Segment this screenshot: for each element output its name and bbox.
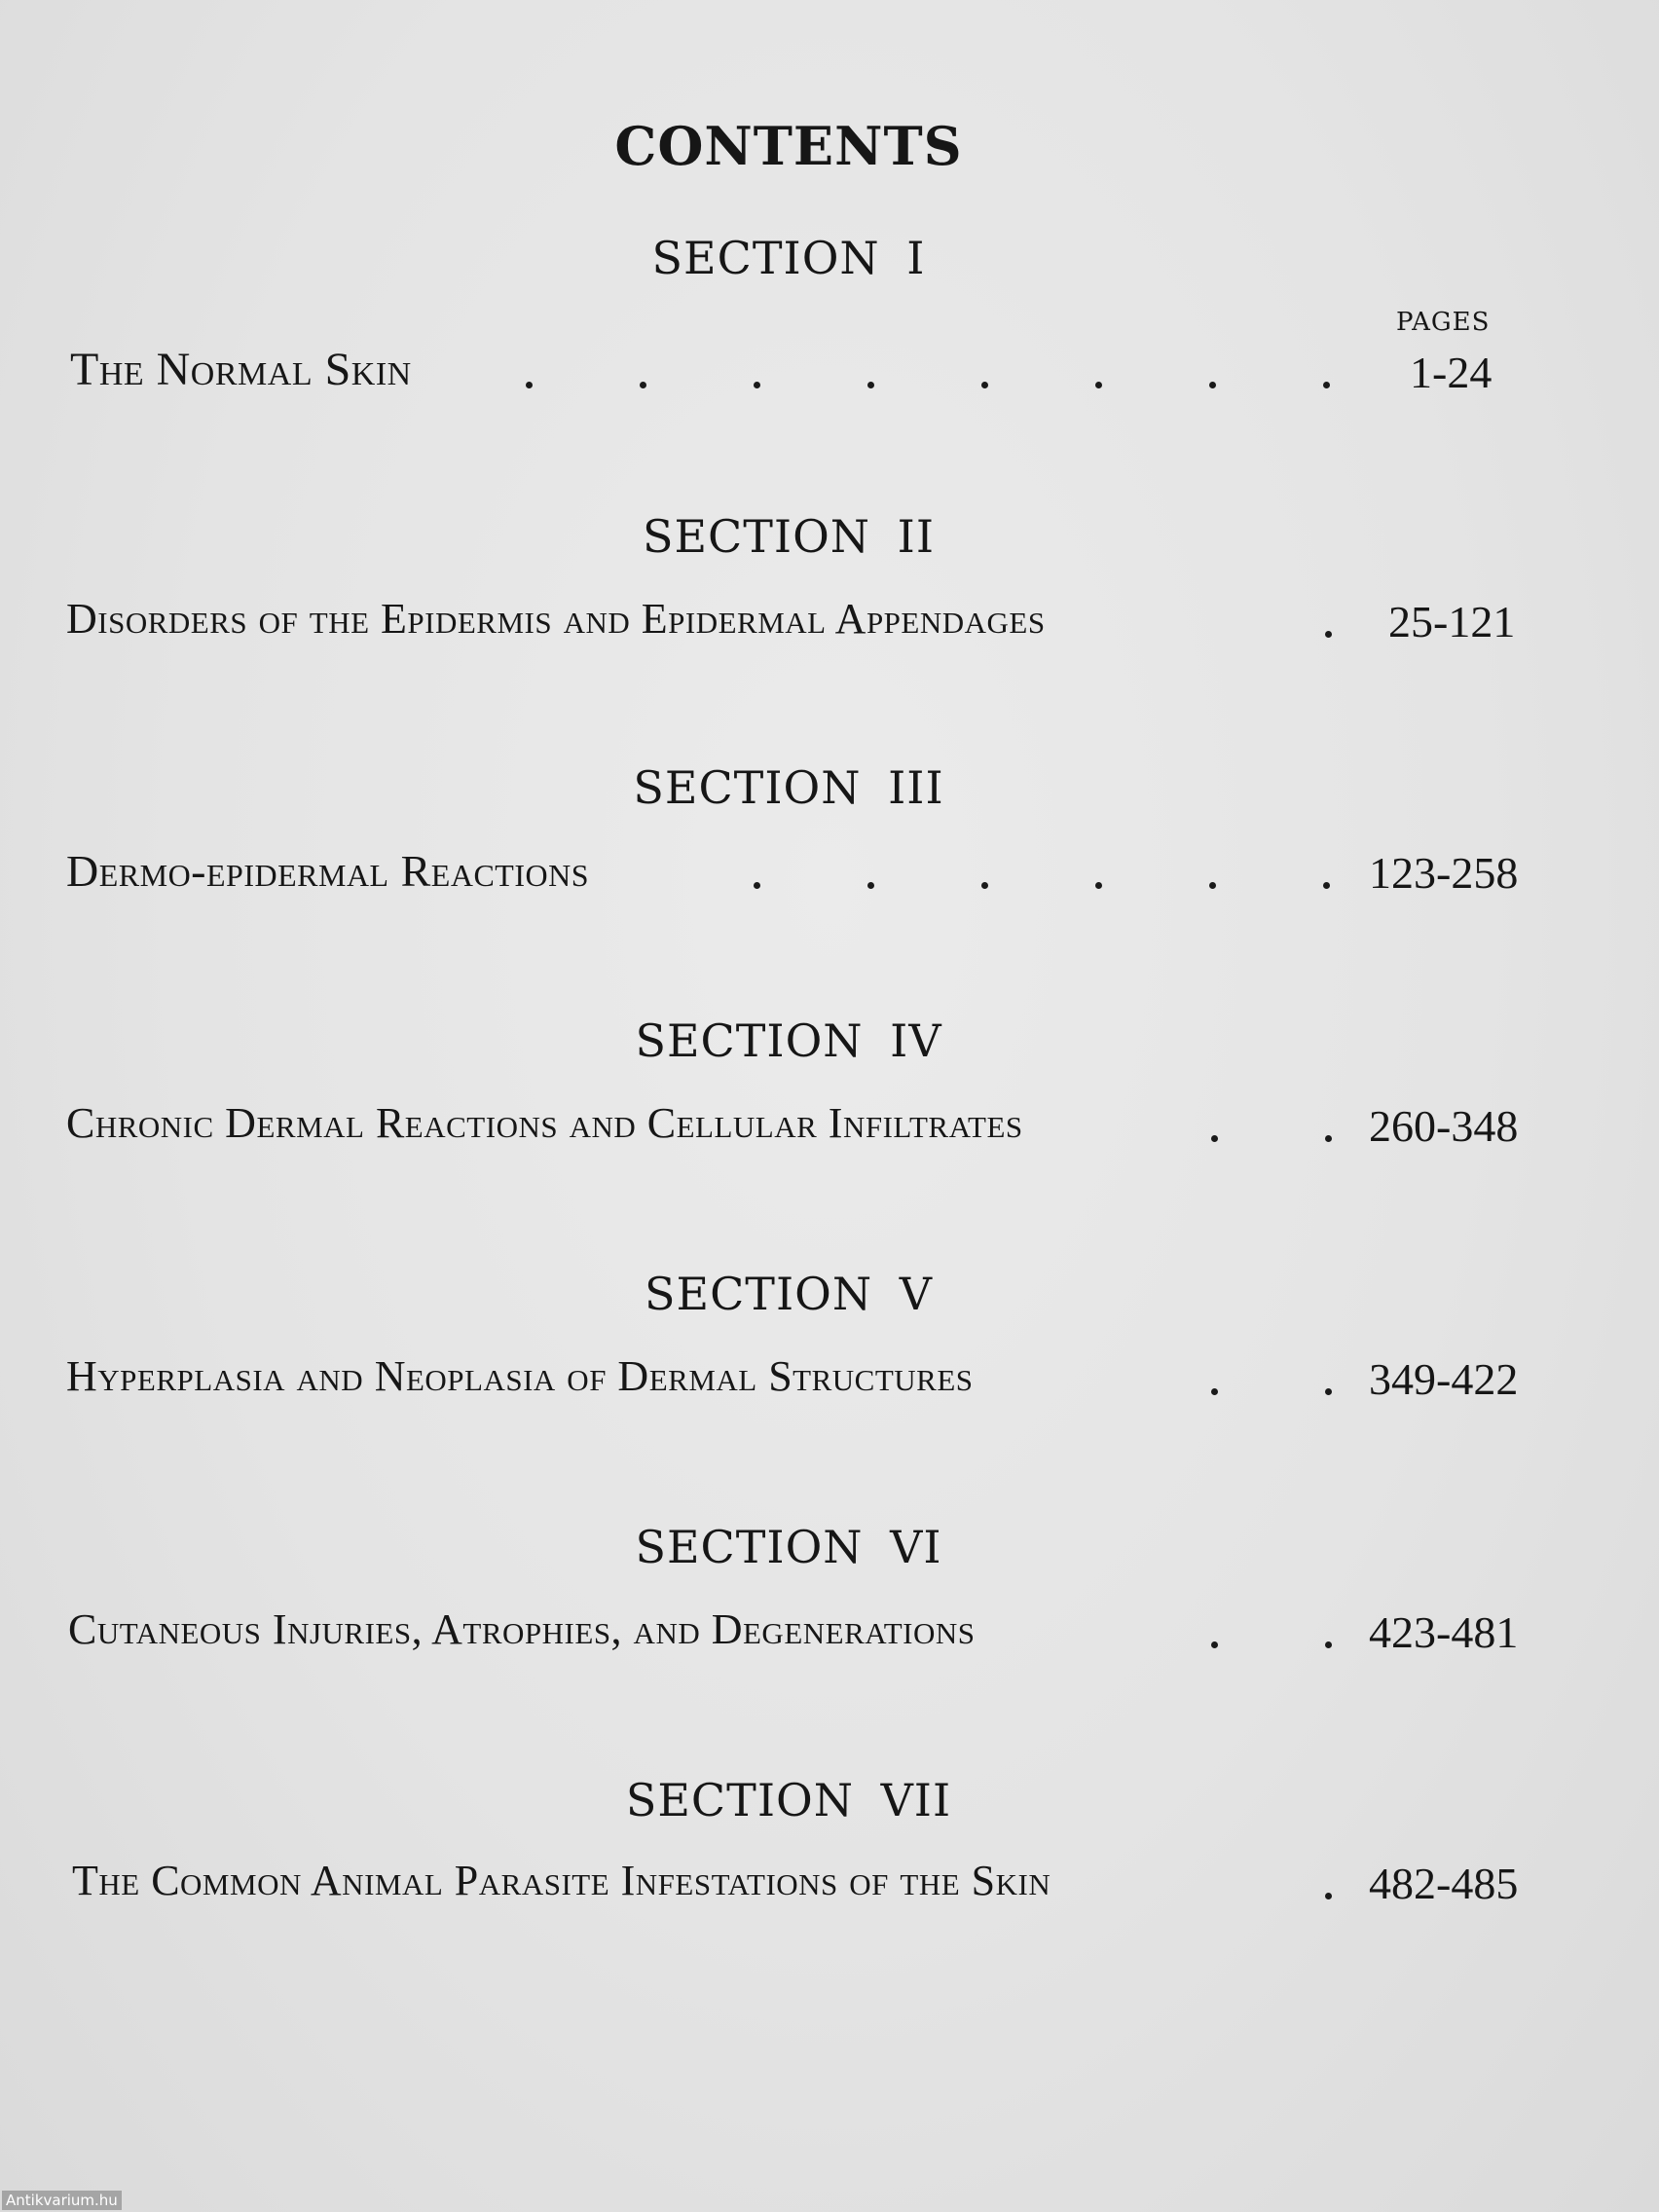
watermark: Antikvarium.hu bbox=[2, 2191, 122, 2210]
entry-title-3: Dermo-epidermal Reactions bbox=[66, 846, 590, 896]
entry-pages-4: 260-348 bbox=[1369, 1101, 1519, 1151]
entry-pages-3: 123-258 bbox=[1369, 848, 1519, 898]
leader-dot bbox=[754, 382, 760, 388]
leader-dot bbox=[1325, 1641, 1332, 1648]
entry-pages-2: 25-121 bbox=[1388, 597, 1516, 646]
entry-pages-6: 423-481 bbox=[1369, 1607, 1519, 1657]
leader-dot bbox=[1209, 882, 1216, 889]
leader-dot bbox=[1325, 1135, 1332, 1142]
section-heading-6: SECTION VI bbox=[635, 1521, 942, 1573]
leader-dot bbox=[867, 882, 874, 889]
section-heading-1: SECTION I bbox=[651, 232, 926, 284]
leader-dot bbox=[1211, 1135, 1218, 1142]
entry-pages-5: 349-422 bbox=[1369, 1354, 1519, 1404]
section-heading-7: SECTION VII bbox=[625, 1774, 952, 1826]
entry-title-7: The Common Animal Parasite Infestations of the Skin bbox=[72, 1857, 1051, 1904]
leader-dot bbox=[1325, 631, 1332, 638]
leader-dot bbox=[1095, 882, 1102, 889]
leader-dot bbox=[640, 382, 646, 388]
entry-title-4: Chronic Dermal Reactions and Cellular Infiltrates bbox=[66, 1099, 1023, 1147]
leader-dot bbox=[754, 882, 760, 889]
entry-title-1: The Normal Skin bbox=[70, 344, 412, 395]
leader-dot bbox=[1325, 1388, 1332, 1395]
leader-dot bbox=[1323, 882, 1330, 889]
leader-dot bbox=[981, 382, 988, 388]
leader-dot bbox=[1211, 1641, 1218, 1648]
leader-dot bbox=[526, 382, 533, 388]
pages-column-label: PAGES bbox=[1396, 308, 1491, 337]
entry-pages-1: 1-24 bbox=[1410, 348, 1493, 397]
section-heading-2: SECTION II bbox=[642, 510, 936, 563]
leader-dot bbox=[867, 382, 874, 388]
entry-pages-7: 482-485 bbox=[1369, 1859, 1519, 1908]
leader-dot bbox=[1325, 1893, 1332, 1899]
section-heading-4: SECTION IV bbox=[635, 1014, 942, 1067]
leader-dot bbox=[1209, 382, 1216, 388]
leader-dot bbox=[1323, 382, 1330, 388]
leader-dot bbox=[1095, 382, 1102, 388]
contents-title: CONTENTS bbox=[614, 115, 963, 177]
leader-dot bbox=[1211, 1388, 1218, 1395]
entry-title-5: Hyperplasia and Neoplasia of Dermal Structures bbox=[66, 1352, 974, 1400]
section-heading-3: SECTION III bbox=[633, 761, 944, 814]
section-heading-5: SECTION V bbox=[645, 1268, 933, 1320]
leader-dot bbox=[981, 882, 988, 889]
entry-title-6: Cutaneous Injuries, Atrophies, and Degenerations bbox=[68, 1605, 976, 1653]
entry-title-2: Disorders of the Epidermis and Epidermal Appendages bbox=[66, 595, 1046, 643]
